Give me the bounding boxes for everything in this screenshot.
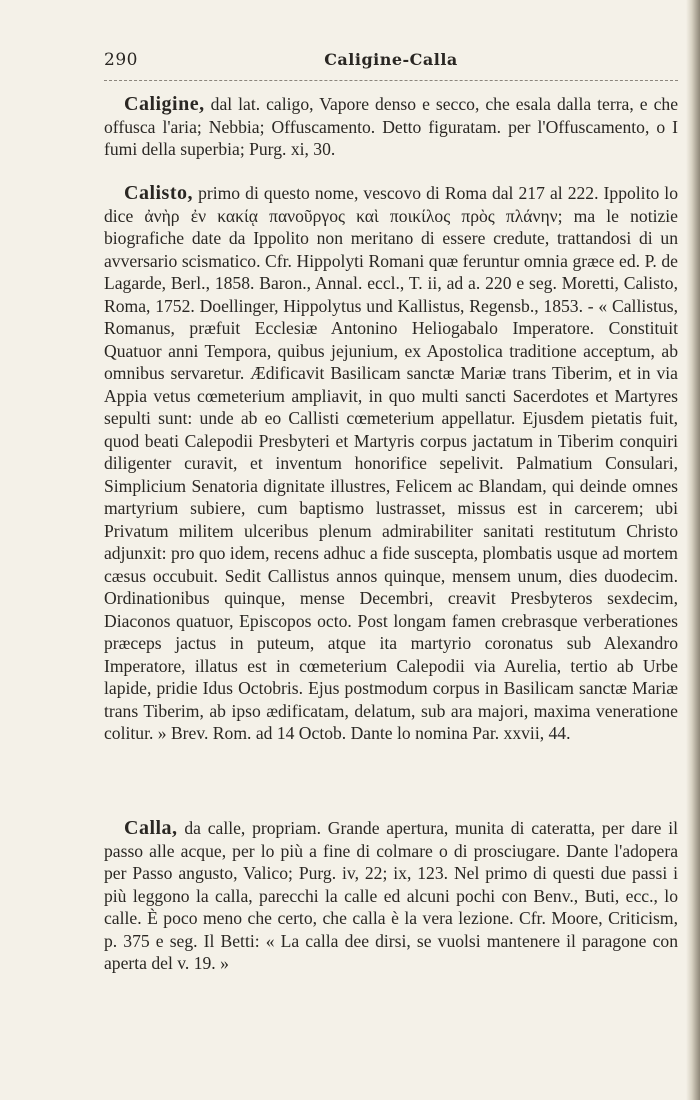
entry-text: primo di questo nome, vescovo di Roma dal 217 al 222. Ippolito lo dice ἀνὴρ ἐν κακίᾳ πανοῦργος καὶ ποικίλος πρὸς πλάνην; ma le notizie biografiche date da Ippolito non meritano di essere credute, trattandosi di un avversario scismatico. Cfr. Hippolyti Romani quæ feruntur omnia græce ed. P. de Lagarde, Berl., 1858. Baron., Annal. eccl., T. ii, ad a. 220 e seg. Moretti, Calisto, Roma, 1752. Doellinger, Hippolytus und Kallistus, Regensb., 1853. - « Callistus, Romanus, præfuit Ecclesiæ Antonino Heliogabalo Imperatore. Constituit Quatuor anni Tempora, quibus jejunium, ex Apostolica traditione acceptum, ab omnibus servaretur. Ædificavit Basilicam sanctæ Mariæ trans Tiberim, et in via Appia vetus cœmeterium ampliavit, in quo multi sancti Sacerdotes et Martyres sepulti sunt: unde ab eo Callisti cœmeterium appellatur. Ejusdem pietatis fuit, quod beati Calepodii Presbyteri et Martyris corpus jactatum in Tiberim conquiri diligenter curavit, et inventum honorifice sepelivit. Palmatium Consulari, Simplicium Senatoria dignitate illustres, Felicem ac Blandam, qui deinde omnes martyrium subiere, cum baptismo lustrasset, missus est in carcerem; ubi Privatum militem ulceribus plenum admirabiliter sanitati restitutum Christo adjunxit: pro quo idem, recens adhuc a fide suscepta, plombatis usque ad mortem cæsus occubuit. Sedit Callistus annos quinque, mensem unum, dies duodecim. Ordinationibus quinque, mense Decembri, creavit Presbyteros sexdecim, Diaconos quatuor, Episcopos octo. Post longam famen crebrasque verberationes præceps jactus in puteum, atque ita martyrio coronatus sub Alexandro Imperatore, illatus est in cœmeterium Calepodii via Aurelia, tertio ab Urbe lapide, pridie Idus Octobris. Ejus postmodum corpus in Basilicam sanctæ Mariæ trans Tiberim, ab ipso ædificatam, delatum, sub ara majori, maxima veneratione colitur. » Brev. Rom. ad 14 Octob. Dante lo nomina Par. xxvii, 44. (104, 183, 678, 743)
entry-headword: Calla, (124, 817, 178, 839)
entry-text: da calle, propriam. Grande apertura, munita di cateratta, per dare il passo alle acque, per lo più a fine di colmare o di prosciugare. Dante l'adopera per Passo angusto, Valico; Purg. iv, 22; ix, 123. Nel primo di questi due passi i più leggono la calla, parecchi la calle ed alcuni pochi con Benv., Buti, ecc., lo calle. È poco meno che certo, che calla è la vera lezione. Cfr. Moore, Criticism, p. 375 e seg. Il Betti: « La calla dee dirsi, se vuolsi mantenere il paragone con aperta del v. 19. » (104, 818, 678, 973)
entry-paragraph (104, 817, 678, 975)
running-title: Caligine-Calla (324, 50, 458, 69)
entry-calisto (104, 182, 678, 745)
entry-caligine (104, 93, 678, 161)
entry-text: dal lat. caligo, Vapore denso e secco, che esala dalla terra, e che offusca l'aria; Nebbia; Offuscamento. Detto figuratam. per l'Offuscamento, o I fumi della superbia; Purg. xi, 30. (104, 94, 678, 159)
entry-headword: Caligine, (124, 93, 205, 115)
entry-calla (104, 817, 678, 975)
page-header (104, 50, 678, 80)
page-edge-shadow (686, 0, 700, 1100)
entry-headword: Calisto, (124, 182, 193, 204)
entry-paragraph (104, 93, 678, 161)
header-rule (104, 80, 678, 81)
entry-paragraph (104, 182, 678, 745)
page-number: 290 (104, 50, 138, 70)
